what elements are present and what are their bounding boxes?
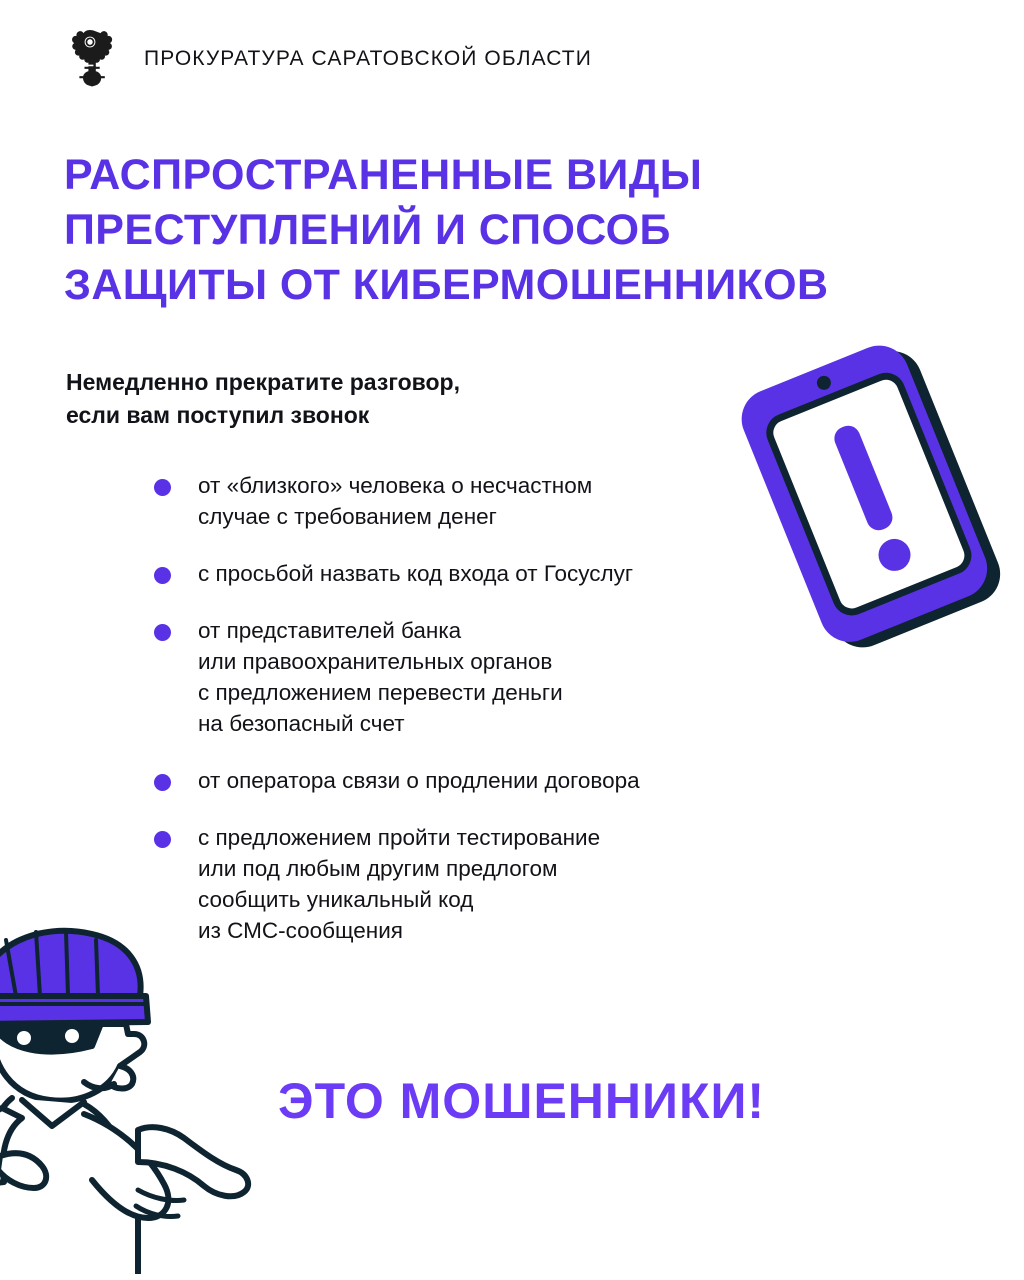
list-item-line: от «близкого» человека о несчастном [198,473,593,498]
list-item [150,765,910,796]
page-title-line-2: ПРЕСТУПЛЕНИЙ И СПОСОБ [64,206,671,254]
bullet-dot-icon [154,567,171,584]
bullet-dot-icon [154,479,171,496]
list-item-line: от оператора связи о продлении договора [198,768,640,793]
bullet-dot-icon [154,774,171,791]
page-title [64,148,904,313]
subtitle-line-2: если вам поступил звонок [66,402,370,428]
subtitle-line-1: Немедленно прекратите разговор, [66,369,460,395]
organization-name: ПРОКУРАТУРА САРАТОВСКОЙ ОБЛАСТИ [144,47,592,70]
list-item-line: с предложением пройти тестирование [198,825,601,850]
list-item-line: или под любым другим предлогом [198,856,558,881]
bullet-dot-icon [154,831,171,848]
list-item-line: от представителей банка [198,618,462,643]
list-item-line: случае с требованием денег [198,504,497,529]
header [62,28,592,90]
callout-text: ЭТО МОШЕННИКИ! [278,1073,766,1129]
bottom-divider [0,1274,1024,1280]
list-item-line: сообщить уникальный код [198,887,474,912]
page-title-line-1: РАСПРОСТРАНЕННЫЕ ВИДЫ [64,151,703,199]
subtitle [66,366,686,432]
phone-exclamation-icon [730,330,1024,660]
list-item-line: на безопасный счет [198,711,405,736]
russian-coat-of-arms-icon [62,28,118,90]
page-title-line-3: ЗАЩИТЫ ОТ КИБЕРМОШЕННИКОВ [64,261,829,309]
burglar-pointing-icon [0,900,318,1280]
bullet-dot-icon [154,624,171,641]
list-item-line: с просьбой назвать код входа от Госуслуг [198,561,634,586]
list-item-line: из СМС-сообщения [198,918,403,943]
list-item-line: с предложением перевести деньги [198,680,563,705]
list-item-line: или правоохранительных органов [198,649,553,674]
